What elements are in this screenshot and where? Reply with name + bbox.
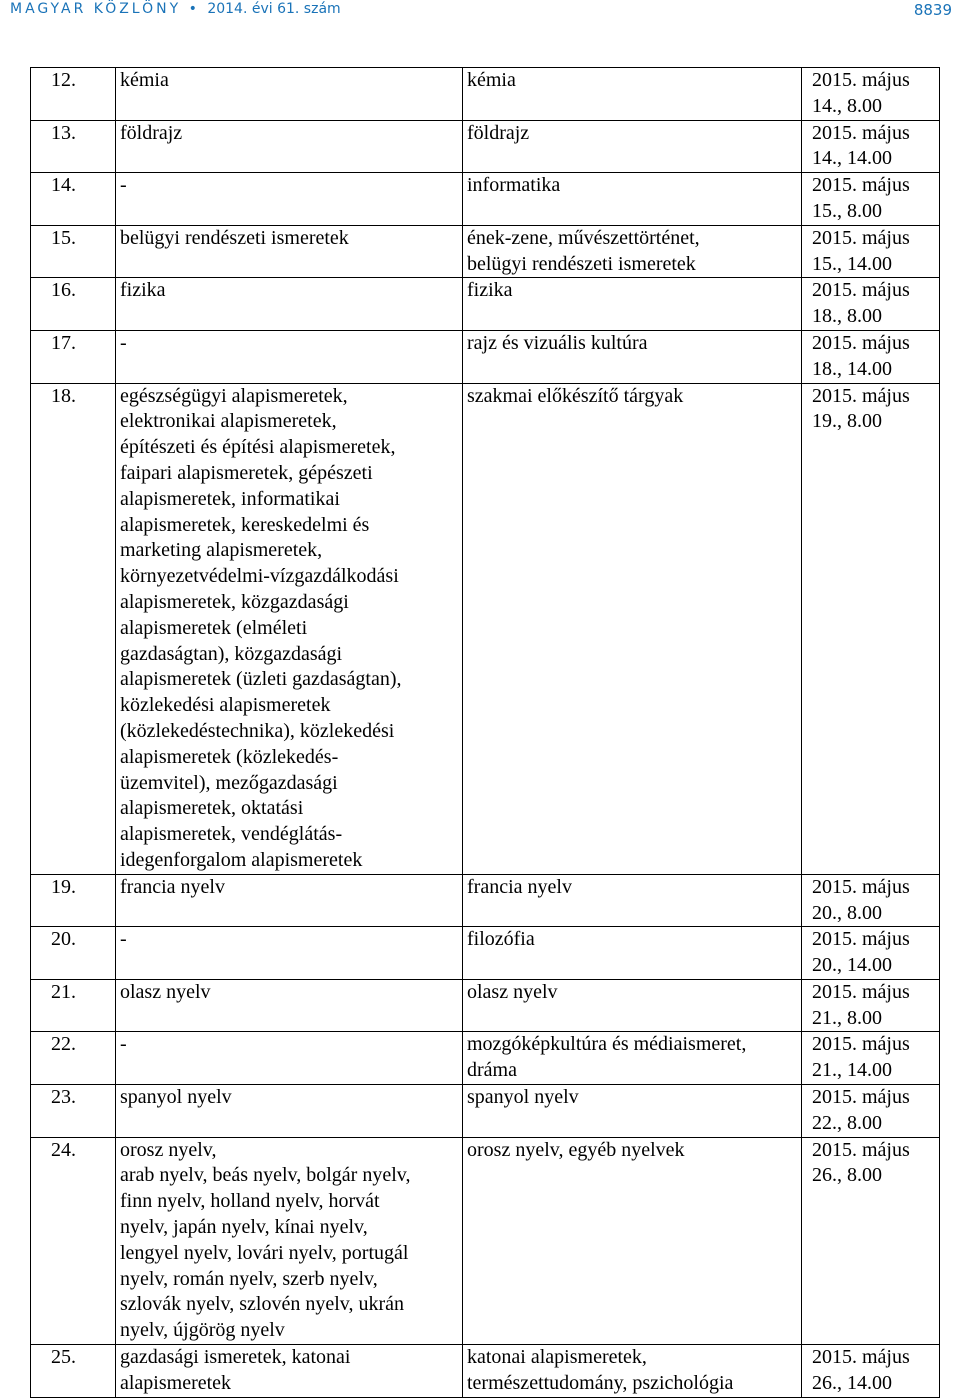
cell-line: lengyel nyelv, lovári nyelv, portugál [120,1241,409,1264]
cell-line: 20., 14.00 [812,954,892,977]
date-cell [802,68,940,121]
cell-line: finn nyelv, holland nyelv, horvát [120,1190,380,1213]
cell-line: nyelv, újgörög nyelv [120,1319,285,1342]
date-cell [802,383,940,874]
subject-cell [116,1137,463,1344]
row-number: 23. [31,1085,116,1138]
cell-line: 2015. május [812,69,910,91]
table-row [31,979,940,1032]
cell-line: alapismeretek, kereskedelmi és [120,513,370,536]
table-row [31,278,940,331]
table-row [31,225,940,278]
exam-subject-cell [463,68,802,121]
cell-line: nyelv, román nyelv, szerb nyelv, [120,1267,378,1290]
cell-line: belügyi rendészeti ismeretek [467,252,696,275]
cell-line: 2015. május [812,1346,910,1369]
exam-schedule-body [31,68,940,1398]
cell-line: belügyi rendészeti ismeretek [120,226,349,249]
cell-line: egészségügyi alapismeretek, [120,384,348,407]
row-number: 13. [31,120,116,173]
cell-line: alapismeretek (üzleti gazdaságtan), [120,668,402,691]
date-cell [802,1345,940,1398]
exam-subject-cell [463,1137,802,1344]
cell-line: alapismeretek, közgazdasági [120,590,349,613]
subject-cell [116,927,463,980]
subject-cell [116,383,463,874]
cell-line: 18., 8.00 [812,305,882,328]
exam-subject-cell [463,225,802,278]
issue-info: 2014. évi 61. szám [207,1,341,17]
row-number: 15. [31,225,116,278]
subject-cell [116,225,463,278]
cell-line: francia nyelv [467,875,572,898]
cell-line: - [120,174,127,197]
cell-line: 21., 8.00 [812,1006,882,1029]
cell-line: 2015. május [812,279,910,302]
row-number: 22. [31,1032,116,1085]
cell-line: olasz nyelv [467,980,558,1003]
cell-line: 19., 8.00 [812,410,882,433]
row-number: 24. [31,1137,116,1344]
exam-schedule-table [30,67,940,1398]
cell-line: szakmai előkészítő tárgyak [467,384,684,407]
date-cell [802,278,940,331]
date-cell [802,927,940,980]
cell-line: kémia [120,69,169,91]
cell-line: 22., 8.00 [812,1111,882,1134]
date-cell [802,874,940,927]
cell-line: orosz nyelv, [120,1138,217,1161]
cell-line: nyelv, japán nyelv, kínai nyelv, [120,1216,368,1239]
table-row [31,1032,940,1085]
subject-cell [116,979,463,1032]
date-cell [802,979,940,1032]
cell-line: alapismeretek (közlekedés- [120,745,339,768]
cell-line: alapismeretek (elméleti [120,616,308,639]
cell-line: földrajz [120,121,183,144]
table-row [31,1345,940,1398]
row-number: 25. [31,1345,116,1398]
cell-line: alapismeretek, oktatási [120,797,304,820]
date-cell [802,1137,940,1344]
cell-line: gazdasági ismeretek, katonai [120,1346,351,1369]
row-number: 14. [31,173,116,226]
cell-line: 26., 8.00 [812,1164,882,1187]
subject-cell [116,1345,463,1398]
cell-line: 26., 14.00 [812,1371,892,1394]
date-cell [802,1032,940,1085]
cell-line: földrajz [467,121,530,144]
cell-line: fizika [120,279,166,302]
cell-line: filozófia [467,928,535,951]
subject-cell [116,1085,463,1138]
cell-line: környezetvédelmi-vízgazdálkodási [120,565,399,588]
cell-line: olasz nyelv [120,980,211,1003]
subject-cell [116,120,463,173]
cell-line: üzemvitel), mezőgazdasági [120,771,338,794]
exam-subject-cell [463,1085,802,1138]
cell-line: alapismeretek [120,1371,232,1394]
subject-cell [116,173,463,226]
cell-line: - [120,928,127,951]
table-row [31,874,940,927]
table-row [31,383,940,874]
date-cell [802,225,940,278]
subject-cell [116,330,463,383]
exam-subject-cell [463,1345,802,1398]
exam-subject-cell [463,278,802,331]
cell-line: mozgóképkultúra és médiaismeret, [467,1033,747,1056]
cell-line: fizika [467,279,513,302]
cell-line: arab nyelv, beás nyelv, bolgár nyelv, [120,1164,411,1187]
cell-line: 15., 14.00 [812,252,892,275]
table-row [31,120,940,173]
exam-subject-cell [463,330,802,383]
exam-subject-cell [463,173,802,226]
cell-line: marketing alapismeretek, [120,539,323,562]
cell-line: 2015. május [812,1086,910,1109]
table-row [31,68,940,121]
publication-name: MAGYAR KÖZLÖNY [10,1,182,17]
subject-cell [116,1032,463,1085]
cell-line: idegenforgalom alapismeretek [120,848,363,871]
cell-line: alapismeretek, informatikai [120,487,340,510]
cell-line: 2015. május [812,174,910,197]
cell-line: 2015. május [812,928,910,951]
cell-line: 14., 8.00 [812,94,882,117]
table-row [31,1137,940,1344]
cell-line: 2015. május [812,875,910,898]
cell-line: - [120,331,127,354]
date-cell [802,1085,940,1138]
cell-line: orosz nyelv, egyéb nyelvek [467,1138,685,1161]
row-number: 21. [31,979,116,1032]
cell-line: faipari alapismeretek, gépészeti [120,461,373,484]
cell-line: (közlekedéstechnika), közlekedési [120,719,395,742]
cell-line: természettudomány, pszichológia [467,1371,734,1394]
exam-subject-cell [463,874,802,927]
cell-line: dráma [467,1059,517,1082]
subject-cell [116,68,463,121]
page-number: 8839 [913,1,952,19]
exam-subject-cell [463,120,802,173]
row-number: 12. [31,68,116,121]
date-cell [802,330,940,383]
cell-line: spanyol nyelv [120,1086,232,1109]
cell-line: 14., 14.00 [812,147,892,170]
cell-line: 2015. május [812,121,910,144]
cell-line: rajz és vizuális kultúra [467,331,648,354]
cell-line: 2015. május [812,1033,910,1056]
subject-cell [116,874,463,927]
cell-line: szlovák nyelv, szlovén nyelv, ukrán [120,1293,404,1316]
cell-line: - [120,1033,127,1056]
cell-line: 2015. május [812,226,910,249]
cell-line: 15., 8.00 [812,199,882,222]
date-cell [802,173,940,226]
subject-cell [116,278,463,331]
header-separator: • [188,1,200,17]
table-row [31,173,940,226]
row-number: 19. [31,874,116,927]
cell-line: francia nyelv [120,875,225,898]
cell-line: 2015. május [812,331,910,354]
cell-line: elektronikai alapismeretek, [120,410,337,433]
exam-subject-cell [463,979,802,1032]
exam-subject-cell [463,1032,802,1085]
cell-line: 18., 14.00 [812,357,892,380]
cell-line: kémia [467,69,516,91]
date-cell [802,120,940,173]
row-number: 20. [31,927,116,980]
cell-line: spanyol nyelv [467,1086,579,1109]
row-number: 16. [31,278,116,331]
cell-line: 2015. május [812,1138,910,1161]
page-header [0,0,960,30]
cell-line: 21., 14.00 [812,1059,892,1082]
cell-line: informatika [467,174,561,197]
row-number: 17. [31,330,116,383]
cell-line: gazdaságtan), közgazdasági [120,642,343,665]
cell-line: ének-zene, művészettörténet, [467,226,700,249]
table-row [31,927,940,980]
cell-line: 2015. május [812,980,910,1003]
cell-line: építészeti és építési alapismeretek, [120,436,396,459]
cell-line: 2015. május [812,384,910,407]
row-number: 18. [31,383,116,874]
cell-line: 20., 8.00 [812,901,882,924]
cell-line: katonai alapismeretek, [467,1346,647,1369]
table-row [31,330,940,383]
table-row [31,1085,940,1138]
exam-subject-cell [463,927,802,980]
cell-line: alapismeretek, vendéglátás- [120,823,343,846]
cell-line: közlekedési alapismeretek [120,694,331,717]
publication-title [10,1,341,17]
exam-subject-cell [463,383,802,874]
